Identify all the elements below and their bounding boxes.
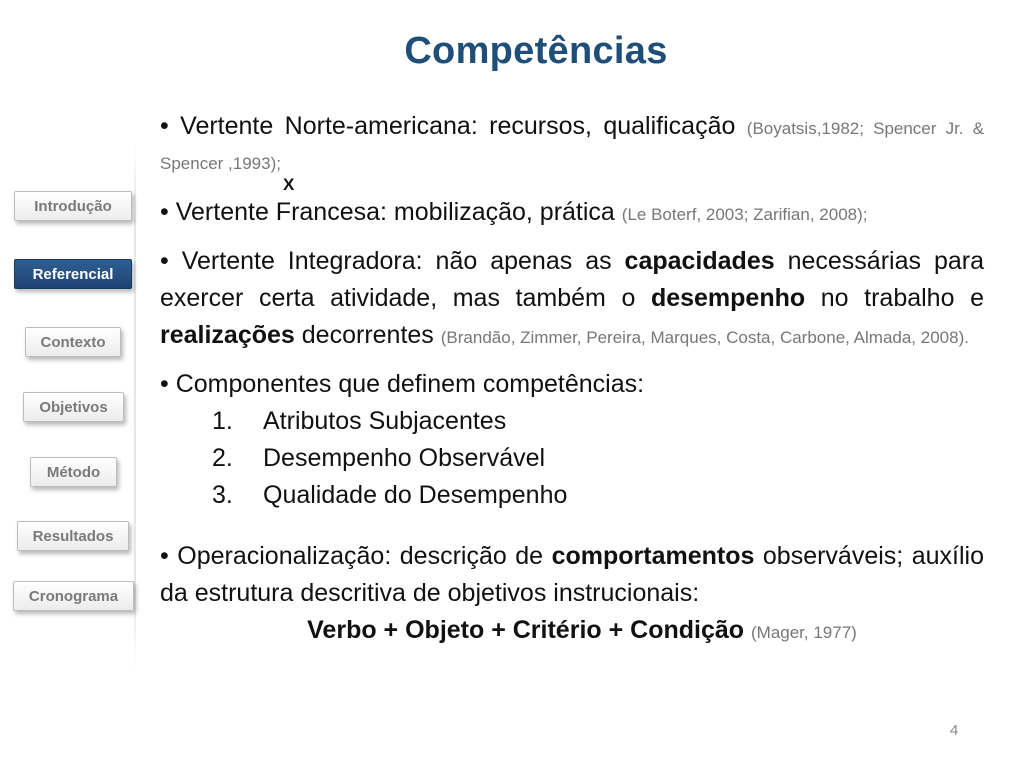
- bullet-glyph: •: [160, 542, 169, 570]
- page-number: 4: [950, 722, 959, 739]
- list-number: 1.: [212, 407, 233, 435]
- nav-button-resultados[interactable]: Resultados: [17, 521, 129, 551]
- bullet-integrative: [160, 243, 984, 356]
- list-item: [160, 403, 984, 440]
- bullet-glyph: •: [160, 198, 169, 226]
- list-label: Qualidade do Desempenho: [263, 481, 568, 509]
- bullet-text: decorrentes: [301, 321, 434, 349]
- bullet-text: necessárias para exercer certa atividade, mas também o: [160, 247, 984, 312]
- bullet-text: Vertente Integradora: não apenas as: [181, 247, 612, 275]
- nav-button-metodo[interactable]: Método: [30, 457, 117, 487]
- list-item: [160, 477, 984, 514]
- nav-button-contexto[interactable]: Contexto: [25, 327, 121, 357]
- citation: (Le Boterf, 2003; Zarifian, 2008);: [621, 205, 868, 224]
- nav-button-referencial[interactable]: Referencial: [14, 259, 132, 289]
- citation: (Brandão, Zimmer, Pereira, Marques, Costa, Carbone, Almada, 2008).: [440, 328, 969, 347]
- bullet-text: Vertente Francesa: mobilização, prática: [175, 198, 615, 226]
- bullet-glyph: •: [160, 112, 169, 140]
- nav-button-introducao[interactable]: Introdução: [14, 191, 132, 221]
- bullet-french: [160, 194, 984, 233]
- bullet-text: observáveis; auxílio da estrutura descritiva de objetivos instrucionais:: [160, 542, 984, 607]
- list-number: 3.: [212, 481, 233, 509]
- list-label: Atributos Subjacentes: [263, 407, 507, 435]
- bullet-text: Componentes que definem competências:: [175, 370, 645, 398]
- components-list: [160, 403, 984, 514]
- bullet-north-american: [160, 110, 984, 180]
- citation: (Boyatsis,1982; Spencer Jr. & Spencer ,1993);: [160, 119, 985, 173]
- bullet-operationalization: [160, 538, 984, 612]
- list-label: Desempenho Observável: [263, 444, 546, 472]
- versus-separator: X: [283, 175, 295, 194]
- slide-title: Competências: [404, 30, 668, 72]
- emphasis-realizacoes: realizações: [160, 321, 295, 349]
- emphasis-desempenho: desempenho: [650, 284, 806, 312]
- nav-button-objetivos[interactable]: Objetivos: [23, 392, 124, 422]
- list-number: 2.: [212, 444, 233, 472]
- list-item: [160, 440, 984, 477]
- emphasis-comportamentos: comportamentos: [551, 542, 755, 570]
- bullet-text: no trabalho e: [820, 284, 984, 312]
- objective-formula: [160, 612, 984, 651]
- nav-button-cronograma[interactable]: Cronograma: [13, 581, 134, 611]
- bullet-components: [160, 366, 984, 403]
- citation: (Mager, 1977): [751, 623, 857, 642]
- bullet-text: Vertente Norte-americana: recursos, qualificação: [180, 112, 736, 140]
- bullet-text: Operacionalização: descrição de: [177, 542, 544, 570]
- sidebar-divider: [134, 140, 136, 670]
- formula-text: Verbo + Objeto + Critério + Condição: [307, 616, 745, 644]
- bullet-glyph: •: [160, 370, 169, 398]
- emphasis-capacidades: capacidades: [624, 247, 775, 275]
- slide-body: [160, 110, 984, 651]
- bullet-glyph: •: [160, 247, 169, 275]
